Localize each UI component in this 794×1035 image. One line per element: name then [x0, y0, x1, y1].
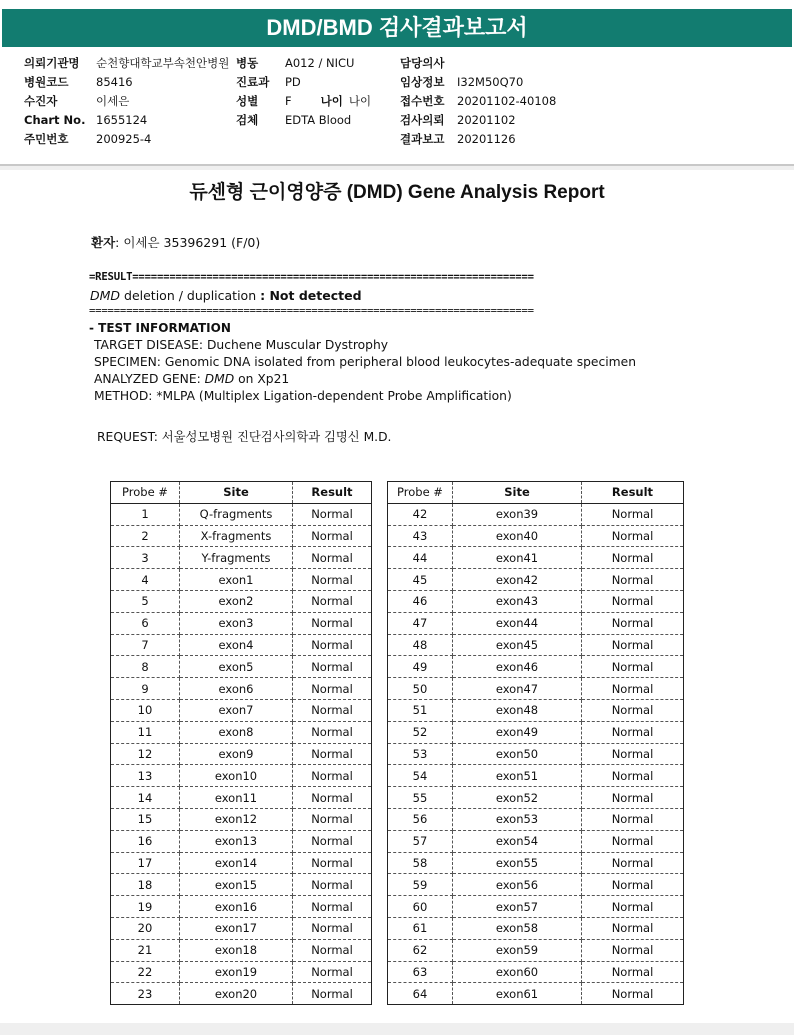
table-row	[111, 961, 372, 983]
probe-number: 56	[388, 808, 453, 830]
table-row	[388, 656, 684, 678]
site: exon19	[180, 961, 293, 983]
probe-number: 15	[111, 808, 180, 830]
site: exon20	[180, 983, 293, 1005]
result: Normal	[293, 503, 372, 525]
test-information-heading: - TEST INFORMATION	[89, 321, 231, 335]
info-label: 병원코드	[24, 75, 69, 89]
info-value: 85416	[96, 75, 133, 89]
table-row	[111, 525, 372, 547]
site: exon15	[180, 874, 293, 896]
probe-number: 5	[111, 590, 180, 612]
info-row	[24, 111, 229, 130]
info-label: 병동	[236, 56, 259, 70]
probe-number: 47	[388, 612, 453, 634]
table-row	[388, 808, 684, 830]
site: exon6	[180, 678, 293, 700]
table-row	[388, 503, 684, 525]
result: Normal	[582, 569, 684, 591]
rule-line: ========================================================================	[89, 305, 534, 317]
info-label: 검사의뢰	[400, 113, 445, 127]
probe-number: 46	[388, 590, 453, 612]
table-row	[111, 569, 372, 591]
site: exon56	[453, 874, 582, 896]
probe-number: 54	[388, 765, 453, 787]
table-row	[111, 852, 372, 874]
table-header-row	[388, 482, 684, 504]
site: exon51	[453, 765, 582, 787]
patient-value: : 이세은 35396291 (F/0)	[115, 235, 261, 250]
info-value: 순천향대학교부속천안병원	[96, 56, 230, 70]
probe-number: 64	[388, 983, 453, 1005]
result: Normal	[293, 787, 372, 809]
info-value: 20201126	[457, 132, 516, 146]
probe-number: 49	[388, 656, 453, 678]
result: Normal	[293, 590, 372, 612]
result: Normal	[582, 787, 684, 809]
analyzed-gene-name: DMD	[204, 372, 235, 386]
header-result: Result	[582, 482, 684, 504]
header-probe: Probe #	[111, 482, 180, 504]
info-row	[236, 111, 371, 130]
age-value: 나이	[348, 94, 372, 108]
table-row	[388, 699, 684, 721]
probe-number: 7	[111, 634, 180, 656]
result: Normal	[293, 961, 372, 983]
table-row	[388, 874, 684, 896]
table-row	[111, 787, 372, 809]
info-label: 주민번호	[24, 132, 69, 146]
probe-number: 55	[388, 787, 453, 809]
info-row	[24, 54, 229, 73]
result: Normal	[582, 721, 684, 743]
info-row	[236, 73, 371, 92]
result-rule: =RESULT=================================================================	[89, 271, 534, 283]
table-row	[388, 983, 684, 1005]
result: Normal	[582, 765, 684, 787]
site: exon52	[453, 787, 582, 809]
analyzed-prefix: ANALYZED GENE:	[94, 372, 205, 386]
result: Normal	[582, 699, 684, 721]
site: exon50	[453, 743, 582, 765]
result: Normal	[293, 634, 372, 656]
info-label: 임상정보	[400, 75, 445, 89]
table-row	[388, 961, 684, 983]
report-title: 듀센형 근이영양증 (DMD) Gene Analysis Report	[189, 182, 605, 203]
site: exon2	[180, 590, 293, 612]
info-label: 결과보고	[400, 132, 445, 146]
result: Normal	[293, 612, 372, 634]
probe-number: 12	[111, 743, 180, 765]
result: Normal	[582, 525, 684, 547]
result: Normal	[582, 917, 684, 939]
probe-number: 19	[111, 896, 180, 918]
info-row	[236, 92, 371, 111]
result: Normal	[293, 917, 372, 939]
table-row	[111, 590, 372, 612]
table-row	[111, 721, 372, 743]
site: exon45	[453, 634, 582, 656]
probe-number: 60	[388, 896, 453, 918]
result: Normal	[293, 656, 372, 678]
info-label: 의뢰기관명	[24, 56, 80, 70]
result: Normal	[582, 590, 684, 612]
site: exon9	[180, 743, 293, 765]
probe-number: 48	[388, 634, 453, 656]
table-row	[111, 874, 372, 896]
table-row	[388, 896, 684, 918]
table-row	[111, 634, 372, 656]
result: Normal	[293, 830, 372, 852]
probe-number: 14	[111, 787, 180, 809]
table-row	[111, 656, 372, 678]
site: exon42	[453, 569, 582, 591]
site: Y-fragments	[180, 547, 293, 569]
probe-number: 42	[388, 503, 453, 525]
probe-number: 44	[388, 547, 453, 569]
site: exon46	[453, 656, 582, 678]
probe-number: 22	[111, 961, 180, 983]
result-text: deletion / duplication	[120, 288, 261, 303]
site: exon7	[180, 699, 293, 721]
table-row	[388, 917, 684, 939]
result: Normal	[293, 569, 372, 591]
method: METHOD: *MLPA (Multiplex Ligation-dependent Probe Amplification)	[94, 389, 512, 403]
site: exon10	[180, 765, 293, 787]
info-value: 200925-4	[96, 132, 152, 146]
header-probe: Probe #	[388, 482, 453, 504]
probe-number: 20	[111, 917, 180, 939]
info-value: F	[285, 94, 292, 108]
site: exon60	[453, 961, 582, 983]
site: exon8	[180, 721, 293, 743]
table-row	[388, 743, 684, 765]
probe-number: 16	[111, 830, 180, 852]
result: Normal	[582, 547, 684, 569]
site: exon41	[453, 547, 582, 569]
info-value: I32M50Q70	[457, 75, 524, 89]
info-label: 수진자	[24, 94, 58, 108]
site: exon1	[180, 569, 293, 591]
table-row	[111, 830, 372, 852]
site: exon58	[453, 917, 582, 939]
result: Normal	[582, 874, 684, 896]
table-row	[388, 830, 684, 852]
probe-number: 45	[388, 569, 453, 591]
site: exon16	[180, 896, 293, 918]
info-row	[24, 130, 229, 149]
table-row	[111, 547, 372, 569]
table-row	[111, 808, 372, 830]
table-row	[388, 852, 684, 874]
site: exon55	[453, 852, 582, 874]
site: X-fragments	[180, 525, 293, 547]
probe-number: 17	[111, 852, 180, 874]
info-value: 이세은	[96, 94, 130, 108]
probe-number: 51	[388, 699, 453, 721]
result: Normal	[582, 939, 684, 961]
result: Normal	[582, 634, 684, 656]
info-label: 담당의사	[400, 56, 445, 70]
table-row	[111, 678, 372, 700]
result-value: : Not detected	[260, 288, 362, 303]
info-row	[400, 130, 556, 149]
probe-number: 9	[111, 678, 180, 700]
probe-number: 43	[388, 525, 453, 547]
header-site: Site	[180, 482, 293, 504]
probe-number: 58	[388, 852, 453, 874]
site: exon43	[453, 590, 582, 612]
info-value: 1655124	[96, 113, 148, 127]
info-column-3	[400, 54, 556, 149]
info-column-1	[24, 54, 229, 149]
probe-number: 1	[111, 503, 180, 525]
probe-number: 2	[111, 525, 180, 547]
probe-number: 21	[111, 939, 180, 961]
site: exon57	[453, 896, 582, 918]
site: exon17	[180, 917, 293, 939]
site: exon54	[453, 830, 582, 852]
result: Normal	[293, 808, 372, 830]
site: exon53	[453, 808, 582, 830]
analyzed-gene	[94, 371, 636, 388]
probe-number: 52	[388, 721, 453, 743]
info-row	[400, 92, 556, 111]
probe-number: 63	[388, 961, 453, 983]
info-label: Chart No.	[24, 113, 86, 127]
table-row	[388, 525, 684, 547]
table-row	[388, 569, 684, 591]
site: exon59	[453, 939, 582, 961]
table-row	[111, 612, 372, 634]
report-header-title: DMD/BMD 검사결과보고서	[2, 9, 792, 47]
probe-number: 18	[111, 874, 180, 896]
result: Normal	[293, 874, 372, 896]
site: exon39	[453, 503, 582, 525]
result-line	[90, 288, 362, 303]
result: Normal	[311, 986, 353, 1001]
result: Normal	[582, 678, 684, 700]
result: Normal	[293, 852, 372, 874]
result: Normal	[582, 830, 684, 852]
table-row	[111, 503, 372, 525]
probe-table-left	[110, 481, 372, 1005]
probe-number: 59	[388, 874, 453, 896]
site: exon14	[180, 852, 293, 874]
site: exon18	[180, 939, 293, 961]
result: Normal	[582, 656, 684, 678]
site: exon4	[180, 634, 293, 656]
probe-number: 57	[388, 830, 453, 852]
result: Normal	[293, 721, 372, 743]
result: Normal	[582, 808, 684, 830]
info-label: 접수번호	[400, 94, 445, 108]
request-line: REQUEST: 서울성모병원 진단검사의학과 김명신 M.D.	[97, 430, 392, 444]
age-label: 나이	[320, 94, 343, 108]
info-row	[236, 54, 371, 73]
site: exon12	[180, 808, 293, 830]
info-label: 검체	[236, 113, 259, 127]
site: exon40	[453, 525, 582, 547]
info-row	[24, 73, 229, 92]
table-row	[388, 721, 684, 743]
info-row	[24, 92, 229, 111]
table-row	[111, 983, 372, 1005]
info-row	[400, 111, 556, 130]
header-result: Result	[293, 482, 372, 504]
result: Normal	[293, 525, 372, 547]
info-row	[400, 73, 556, 92]
info-column-2	[236, 54, 371, 130]
result: Normal	[611, 986, 654, 1001]
info-value: 20201102-40108	[457, 94, 557, 108]
table-row	[388, 939, 684, 961]
result: Normal	[582, 503, 684, 525]
info-value: EDTA Blood	[285, 113, 352, 127]
result: Normal	[293, 678, 372, 700]
probe-number: 6	[111, 612, 180, 634]
result: Normal	[293, 765, 372, 787]
probe-number: 53	[388, 743, 453, 765]
result: Normal	[293, 547, 372, 569]
info-label: 진료과	[236, 75, 270, 89]
target-disease: TARGET DISEASE: Duchene Muscular Dystrophy	[94, 338, 389, 352]
probe-number: 23	[111, 983, 180, 1005]
table-row	[388, 765, 684, 787]
probe-number: 62	[388, 939, 453, 961]
site: exon49	[453, 721, 582, 743]
info-value: PD	[285, 75, 301, 89]
result-gene: DMD	[90, 288, 121, 303]
site: exon13	[180, 830, 293, 852]
header-divider	[0, 164, 794, 166]
table-header-row	[111, 482, 372, 504]
result: Normal	[582, 961, 684, 983]
info-row	[400, 54, 556, 73]
site: exon44	[453, 612, 582, 634]
result: Normal	[582, 612, 684, 634]
table-row	[388, 612, 684, 634]
result: Normal	[293, 699, 372, 721]
table-row	[388, 787, 684, 809]
site: exon47	[453, 678, 582, 700]
table-row	[111, 765, 372, 787]
result: Normal	[293, 743, 372, 765]
probe-number: 61	[388, 917, 453, 939]
info-value: A012 / NICU	[285, 56, 355, 70]
table-row	[111, 939, 372, 961]
result: Normal	[582, 896, 684, 918]
analyzed-suffix: on Xp21	[234, 372, 290, 386]
result: Normal	[293, 896, 372, 918]
table-row	[111, 743, 372, 765]
probe-number: 4	[111, 569, 180, 591]
site: exon3	[180, 612, 293, 634]
result: Normal	[293, 939, 372, 961]
specimen: SPECIMEN: Genomic DNA isolated from peripheral blood leukocytes-adequate specimen	[94, 355, 637, 369]
test-information-body	[94, 337, 636, 405]
probe-table-right	[387, 481, 684, 1005]
result: Normal	[582, 852, 684, 874]
site: exon61	[453, 983, 582, 1005]
probe-number: 8	[111, 656, 180, 678]
site: exon11	[180, 787, 293, 809]
site: exon48	[453, 699, 582, 721]
patient-line	[91, 233, 260, 251]
table-row	[388, 678, 684, 700]
probe-number: 3	[111, 547, 180, 569]
info-label: 성별	[236, 94, 259, 108]
table-row	[111, 699, 372, 721]
site: Q-fragments	[180, 503, 293, 525]
site: exon5	[180, 656, 293, 678]
table-row	[388, 634, 684, 656]
header-site: Site	[453, 482, 582, 504]
probe-number: 50	[388, 678, 453, 700]
patient-label: 환자	[91, 235, 116, 250]
table-row	[111, 896, 372, 918]
probe-number: 11	[111, 721, 180, 743]
probe-number: 10	[111, 699, 180, 721]
table-row	[111, 917, 372, 939]
probe-number: 13	[111, 765, 180, 787]
info-value: 20201102	[457, 113, 516, 127]
table-row	[388, 547, 684, 569]
result: Normal	[582, 743, 684, 765]
table-row	[388, 590, 684, 612]
